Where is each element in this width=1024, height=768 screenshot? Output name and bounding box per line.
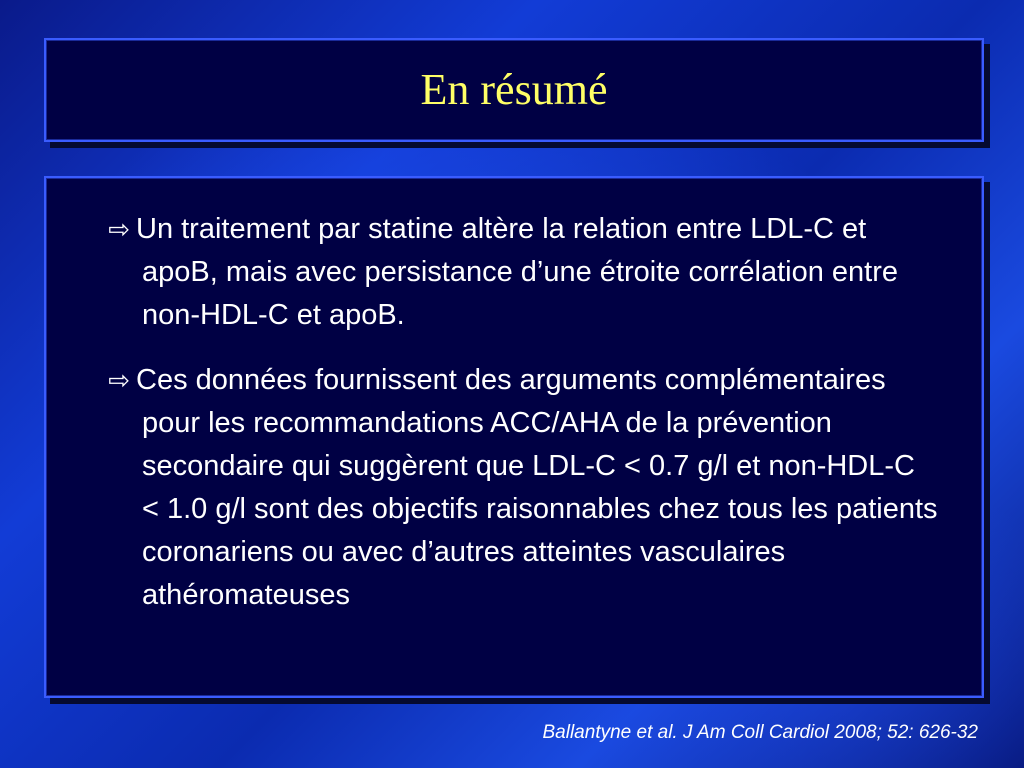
content-panel [44,176,984,698]
citation: Ballantyne et al. J Am Coll Cardiol 2008; 52: 626-32 [542,722,978,743]
bullet-item [88,359,938,617]
hollow-arrow-icon: ⇨ [108,214,130,244]
bullet-text: Ces données fournissent des arguments complémentaires pour les recommandations ACC/AHA de la prévention secondaire qui suggèrent que LDL-C < 0.7 g/l et non-HDL-C < 1.0 g/l sont des objectifs raisonnables chez tous les patients coronariens ou avec d’autres atteintes vasculaires athéromateuses [136,364,938,611]
bullet-list [88,208,938,639]
hollow-arrow-icon: ⇨ [108,365,130,395]
slide-title: En résumé [420,65,608,114]
bullet-item [88,208,938,337]
bullet-text: Un traitement par statine altère la relation entre LDL-C et apoB, mais avec persistance d’une étroite corrélation entre non-HDL-C et apoB. [136,213,899,331]
title-panel [44,38,984,142]
